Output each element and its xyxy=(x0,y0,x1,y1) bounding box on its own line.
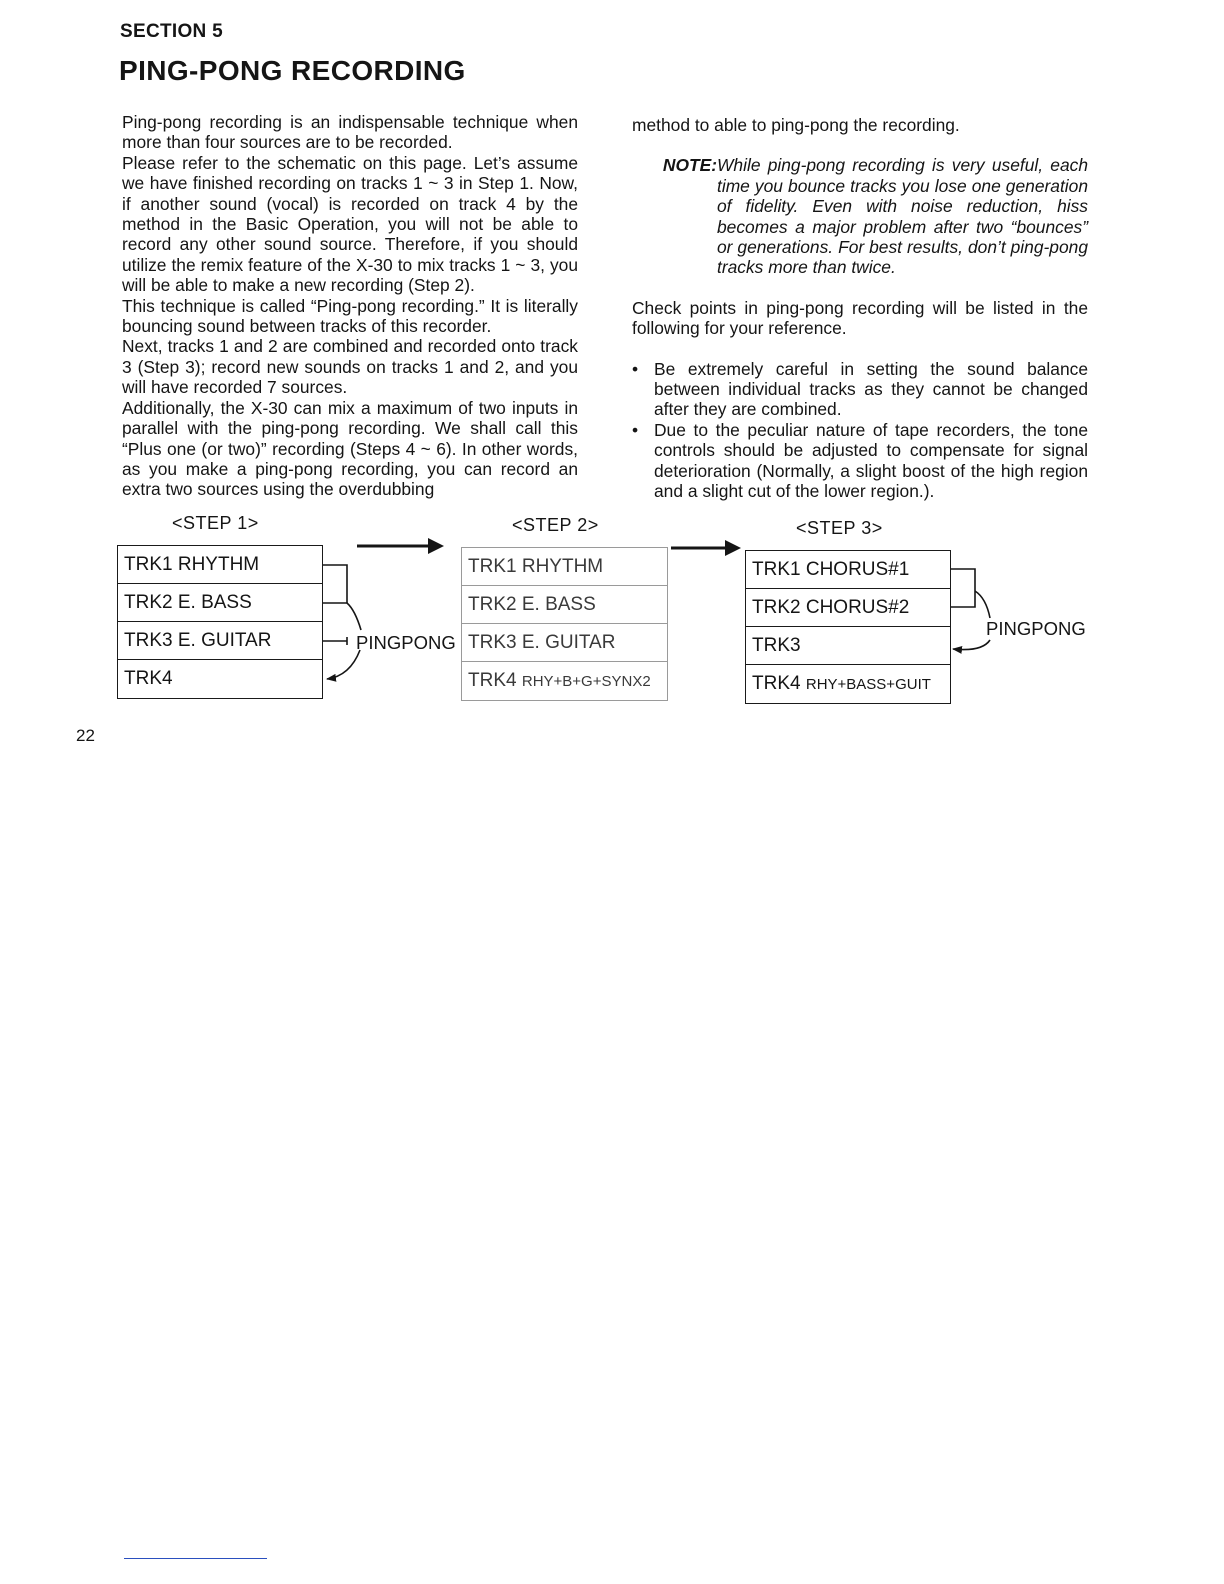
pingpong-label: PINGPONG xyxy=(356,632,456,653)
paragraph: Additionally, the X-30 can mix a maximum of two inputs in parallel with the ping-pong recording. We shall call this “Plus one (or two)” recording (Steps 4 ~ 6). In other words, as you make a ping-pong recording, you can record an extra two sources using the overdubbing xyxy=(122,397,578,500)
paragraph: Please refer to the schematic on this page. Let’s assume we have finished recording on tracks 1 ~ 3 in Step 1. Now, if another sound (vocal) is recorded on track 4 by the method in the Basic Operation, you will not be able to record any other sound source. Therefore, if you should utilize the remix feature of the X-30 to mix tracks 1 ~ 3, you will be able to make a new recording (Step 2). xyxy=(122,152,578,296)
track-name: TRK4 xyxy=(468,670,517,691)
track-name: TRK4 xyxy=(752,673,801,694)
step-1-pingpong-bracket xyxy=(323,565,361,679)
track-row: TRK1 RHYTHM xyxy=(118,546,322,584)
step-3-pingpong-bracket xyxy=(951,569,990,650)
paragraph: This technique is called “Ping-pong recording.” It is literally bouncing sound between tracks of this recorder. xyxy=(122,295,578,337)
list-item-text: Due to the peculiar nature of tape recorders, the tone controls should be adjusted to compensate for signal deterioration (Normally, a slight boost of the high region and a slight cut of the lower region.). xyxy=(654,419,1088,502)
step-1-label: <STEP 1> xyxy=(172,513,259,533)
page-title: PING-PONG RECORDING xyxy=(119,55,466,86)
step-2-label: <STEP 2> xyxy=(512,515,599,535)
track-row: TRK4 xyxy=(124,668,173,689)
paragraph: Next, tracks 1 and 2 are combined and recorded onto track 3 (Step 3); record new sounds on tracks 1 and 2, and you will have recorded 7 sources. xyxy=(122,336,578,398)
step-2-to-3-arrow-icon xyxy=(671,540,741,556)
track-row: TRK3 xyxy=(746,627,950,665)
note-text: While ping-pong recording is very useful, each time you bounce tracks you lose one generation of fidelity. Even with noise reduction, hiss becomes a major problem after two “bounces” or generations. For best results, don’t ping-pong tracks more than twice. xyxy=(717,155,1088,278)
track-row: TRK3 E. GUITAR xyxy=(118,622,322,660)
bullet-icon: • xyxy=(632,419,639,440)
track-row: TRK2 E. BASS xyxy=(462,586,667,624)
continuation-paragraph: method to able to ping-pong the recording. xyxy=(632,115,960,135)
track-row: TRK2 E. BASS xyxy=(118,584,322,622)
bullet-icon: • xyxy=(632,358,639,379)
track-content: RHY+B+G+SYNX2 xyxy=(521,673,651,690)
track-content: RHY+BASS+GUIT xyxy=(805,676,931,693)
page-number: 22 xyxy=(76,726,95,745)
footer-rule xyxy=(124,1558,267,1559)
track-row: TRK1 CHORUS#1 xyxy=(746,551,950,589)
track-row: TRK3 E. GUITAR xyxy=(462,624,667,662)
pingpong-label: PINGPONG xyxy=(986,618,1086,639)
track-row: TRK2 CHORUS#2 xyxy=(746,589,950,627)
track-row: TRK1 RHYTHM xyxy=(462,548,667,586)
section-label: SECTION 5 xyxy=(120,21,223,42)
note-label: NOTE: xyxy=(662,155,717,176)
list-item-text: Be extremely careful in setting the sound balance between individual tracks as they cannot be changed after they are combined. xyxy=(654,358,1088,420)
paragraph: Ping-pong recording is an indispensable technique when more than four sources are to be recorded. xyxy=(122,112,578,153)
check-points-intro: Check points in ping-pong recording will be listed in the following for your reference. xyxy=(632,297,1088,339)
step-3-label: <STEP 3> xyxy=(796,518,883,538)
step-1-to-2-arrow-icon xyxy=(357,538,444,554)
